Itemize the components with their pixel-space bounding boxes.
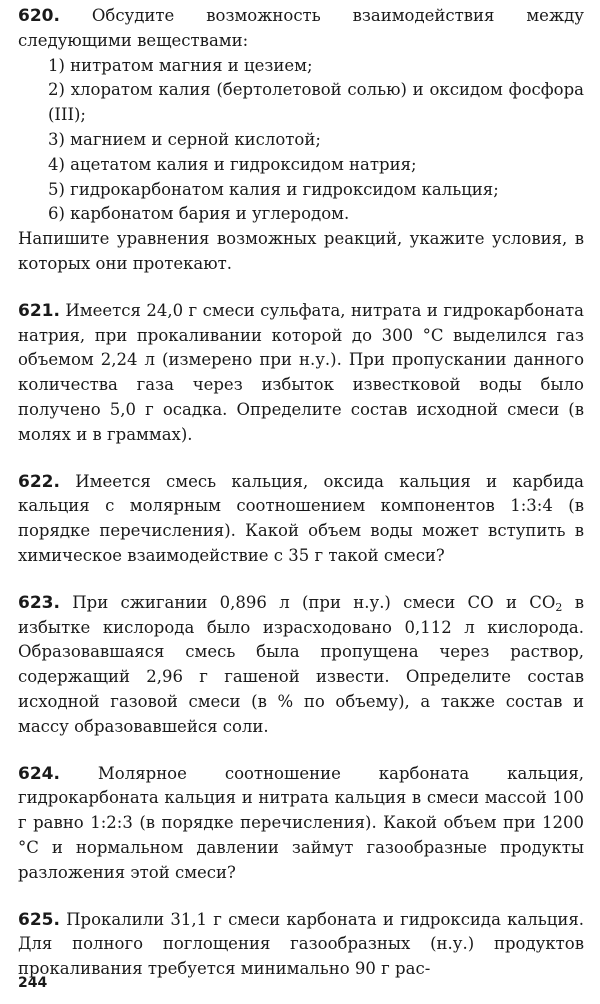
- problem-number: 624.: [18, 763, 60, 784]
- problem-number: 622.: [18, 471, 60, 492]
- problem-620-conclusion: Напишите уравнения возможных реакций, укажите условия, в которых они протекают.: [18, 229, 584, 273]
- problem-625: [18, 908, 584, 982]
- problem-622: [18, 470, 584, 569]
- problem-number: 621.: [18, 300, 60, 321]
- problem-text: Имеется смесь кальция, оксида кальция и карбида кальция с молярным соотношением компонентов 1:3:4 (в порядке перечисления). Какой объем воды может вступить в химическое взаимодействие с 35 г такой смеси?: [18, 471, 584, 565]
- problem-624-statement: [18, 762, 584, 886]
- list-item: 6) карбонатом бария и углеродом.: [48, 204, 350, 224]
- problem-624: [18, 762, 584, 886]
- list-item: 3) магнием и серной кислотой;: [48, 129, 321, 149]
- problem-number: 620.: [18, 6, 60, 26]
- problem-text: Молярное соотношение карбоната кальция, гидрокарбоната кальция и нитрата кальция в смеси массой 100 г равно 1:2:3 (в порядке перечисления). Какой объем при 1200 °С и нормальном давлении займут газообразные продукты разложения этой смеси?: [18, 763, 585, 882]
- problem-621-statement: [18, 299, 584, 448]
- problem-625-statement: [18, 908, 584, 982]
- problem-number: 625.: [18, 909, 60, 930]
- problem-622-statement: [18, 470, 584, 569]
- textbook-page: [18, 4, 584, 1004]
- list-item: 2) хлоратом калия (бертолетовой солью) и оксидом фосфора (III);: [48, 80, 584, 125]
- list-item: 4) ацетатом калия и гидроксидом натрия;: [48, 154, 417, 174]
- problem-text: Обсудите возможность взаимодействия между следующими веществами:: [18, 6, 584, 50]
- problem-620-statement: [18, 4, 584, 54]
- problem-621: [18, 299, 584, 448]
- list-item: 5) гидрокарбонатом калия и гидроксидом кальция;: [48, 179, 499, 199]
- problem-text: Прокалили 31,1 г смеси карбоната и гидроксида кальция. Для полного поглощения газообразных (н.у.) продуктов прокаливания требуется минимально 90 г рас-: [18, 909, 584, 979]
- reaction-list: [18, 54, 584, 228]
- problem-text: Имеется 24,0 г смеси сульфата, нитрата и гидрокарбоната натрия, при прокаливании которой до 300 °С выделился газ объемом 2,24 л (измерено при н.у.). При пропускании данного количества газа через избыток известковой воды было получено 5,0 г осадка. Определите состав исходной смеси (в молях и в граммах).: [18, 300, 585, 444]
- problem-text-end: в избытке кислорода было израсходовано 0,112 л кислорода. Образовавшаяся смесь была пропущена через раствор, содержащий 2,96 г гашеной извести. Определите состав исходной газовой смеси (в % по объему), а также состав и массу образовавшейся соли.: [18, 592, 584, 736]
- list-item: 1) нитратом магния и цезием;: [48, 55, 313, 75]
- co2-subscript: 2: [555, 600, 563, 614]
- problem-623-statement: [18, 591, 584, 740]
- problem-text-start: При сжигании 0,896 л (при н.у.) смеси СО и СО: [72, 592, 556, 612]
- page-number: 244: [18, 975, 48, 991]
- problem-623: [18, 591, 584, 740]
- problem-620: [18, 4, 584, 277]
- problem-number: 623.: [18, 592, 60, 613]
